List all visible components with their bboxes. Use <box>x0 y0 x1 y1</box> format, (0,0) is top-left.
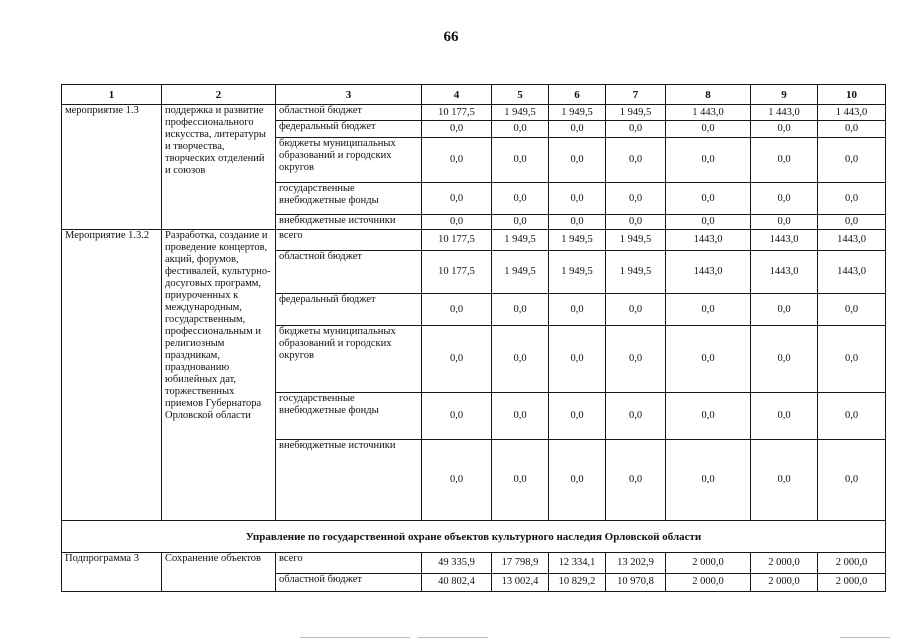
event-name: поддержка и развитие профессионального искусства, литературы и творчества, творческих отделений и союзов <box>162 105 276 230</box>
value-cell: 13 202,9 <box>606 553 666 573</box>
value-cell: 1443,0 <box>666 229 751 250</box>
table-row <box>62 553 886 573</box>
value-cell: 0,0 <box>492 214 549 229</box>
funding-source: областной бюджет <box>276 573 422 591</box>
scan-artifact <box>300 637 410 638</box>
value-cell: 0,0 <box>818 393 886 440</box>
value-cell: 1 443,0 <box>818 105 886 121</box>
subprogram-code: Подпрограмма 3 <box>62 553 162 592</box>
value-cell: 0,0 <box>549 214 606 229</box>
funding-source: внебюджетные источники <box>276 214 422 229</box>
value-cell: 1443,0 <box>666 251 751 294</box>
subprogram-name: Сохранение объектов <box>162 553 276 592</box>
value-cell: 0,0 <box>751 121 818 137</box>
value-cell: 1 949,5 <box>549 251 606 294</box>
value-cell: 0,0 <box>422 183 492 214</box>
value-cell: 2 000,0 <box>666 553 751 573</box>
value-cell: 0,0 <box>751 183 818 214</box>
value-cell: 0,0 <box>751 393 818 440</box>
value-cell: 1 949,5 <box>492 105 549 121</box>
funding-source: бюджеты муниципальных образований и городских округов <box>276 326 422 393</box>
value-cell: 0,0 <box>492 393 549 440</box>
value-cell: 0,0 <box>751 214 818 229</box>
value-cell: 0,0 <box>606 326 666 393</box>
value-cell: 17 798,9 <box>492 553 549 573</box>
value-cell: 0,0 <box>666 326 751 393</box>
value-cell: 0,0 <box>666 137 751 183</box>
value-cell: 0,0 <box>606 214 666 229</box>
value-cell: 0,0 <box>549 393 606 440</box>
funding-source: государственные внебюджетные фонды <box>276 183 422 214</box>
value-cell: 0,0 <box>606 293 666 325</box>
funding-source: бюджеты муниципальных образований и городских округов <box>276 137 422 183</box>
section-title: Управление по государственной охране объектов культурного наследия Орловской области <box>62 520 886 552</box>
value-cell: 1 949,5 <box>549 229 606 250</box>
value-cell: 0,0 <box>818 293 886 325</box>
value-cell: 0,0 <box>492 293 549 325</box>
value-cell: 1 443,0 <box>666 105 751 121</box>
budget-table <box>61 84 886 592</box>
value-cell: 2 000,0 <box>818 573 886 591</box>
value-cell: 0,0 <box>751 439 818 520</box>
value-cell: 40 802,4 <box>422 573 492 591</box>
value-cell: 0,0 <box>818 214 886 229</box>
value-cell: 10 177,5 <box>422 105 492 121</box>
value-cell: 1443,0 <box>751 229 818 250</box>
value-cell: 0,0 <box>606 183 666 214</box>
value-cell: 0,0 <box>492 121 549 137</box>
value-cell: 2 000,0 <box>666 573 751 591</box>
funding-source: федеральный бюджет <box>276 293 422 325</box>
value-cell: 0,0 <box>549 326 606 393</box>
value-cell: 10 970,8 <box>606 573 666 591</box>
value-cell: 0,0 <box>751 326 818 393</box>
funding-source: всего <box>276 229 422 250</box>
value-cell: 0,0 <box>818 121 886 137</box>
funding-source: федеральный бюджет <box>276 121 422 137</box>
column-header: 2 <box>162 85 276 105</box>
value-cell: 0,0 <box>606 137 666 183</box>
funding-source: областной бюджет <box>276 251 422 294</box>
value-cell: 1 949,5 <box>606 229 666 250</box>
column-header: 5 <box>492 85 549 105</box>
funding-source: всего <box>276 553 422 573</box>
value-cell: 12 334,1 <box>549 553 606 573</box>
value-cell: 13 002,4 <box>492 573 549 591</box>
column-header: 3 <box>276 85 422 105</box>
value-cell: 2 000,0 <box>751 553 818 573</box>
page-number: 66 <box>443 29 459 45</box>
value-cell: 0,0 <box>492 137 549 183</box>
value-cell: 2 000,0 <box>818 553 886 573</box>
value-cell: 1 949,5 <box>549 105 606 121</box>
column-header: 1 <box>62 85 162 105</box>
value-cell: 0,0 <box>422 326 492 393</box>
value-cell: 2 000,0 <box>751 573 818 591</box>
value-cell: 0,0 <box>666 214 751 229</box>
column-header: 4 <box>422 85 492 105</box>
table-row <box>62 229 886 250</box>
funding-source: внебюджетные источники <box>276 439 422 520</box>
value-cell: 0,0 <box>549 121 606 137</box>
funding-source: государственные внебюджетные фонды <box>276 393 422 440</box>
value-cell: 0,0 <box>606 393 666 440</box>
value-cell: 10 177,5 <box>422 229 492 250</box>
value-cell: 1 949,5 <box>492 251 549 294</box>
value-cell: 1 949,5 <box>492 229 549 250</box>
value-cell: 0,0 <box>422 393 492 440</box>
value-cell: 0,0 <box>666 293 751 325</box>
value-cell: 0,0 <box>818 326 886 393</box>
column-header: 10 <box>818 85 886 105</box>
event-code: мероприятие 1.3 <box>62 105 162 230</box>
header-row <box>62 85 886 105</box>
value-cell: 1443,0 <box>818 251 886 294</box>
column-header: 8 <box>666 85 751 105</box>
value-cell: 49 335,9 <box>422 553 492 573</box>
value-cell: 0,0 <box>492 183 549 214</box>
scan-artifact <box>418 637 488 638</box>
value-cell: 0,0 <box>751 293 818 325</box>
column-header: 6 <box>549 85 606 105</box>
value-cell: 0,0 <box>606 439 666 520</box>
value-cell: 0,0 <box>751 137 818 183</box>
value-cell: 0,0 <box>492 326 549 393</box>
value-cell: 0,0 <box>818 137 886 183</box>
section-row <box>62 520 886 552</box>
scan-artifact <box>840 637 890 638</box>
value-cell: 1 949,5 <box>606 251 666 294</box>
value-cell: 0,0 <box>549 293 606 325</box>
value-cell: 10 829,2 <box>549 573 606 591</box>
value-cell: 0,0 <box>422 293 492 325</box>
event-code: Мероприятие 1.3.2 <box>62 229 162 520</box>
value-cell: 1 443,0 <box>751 105 818 121</box>
column-header: 9 <box>751 85 818 105</box>
value-cell: 1443,0 <box>751 251 818 294</box>
value-cell: 0,0 <box>422 121 492 137</box>
value-cell: 0,0 <box>666 121 751 137</box>
value-cell: 0,0 <box>666 183 751 214</box>
value-cell: 1 949,5 <box>606 105 666 121</box>
value-cell: 0,0 <box>549 137 606 183</box>
value-cell: 0,0 <box>422 214 492 229</box>
value-cell: 0,0 <box>422 439 492 520</box>
value-cell: 0,0 <box>492 439 549 520</box>
value-cell: 0,0 <box>422 137 492 183</box>
column-header: 7 <box>606 85 666 105</box>
table-row <box>62 105 886 121</box>
value-cell: 0,0 <box>606 121 666 137</box>
funding-source: областной бюджет <box>276 105 422 121</box>
value-cell: 0,0 <box>549 183 606 214</box>
value-cell: 0,0 <box>666 393 751 440</box>
value-cell: 10 177,5 <box>422 251 492 294</box>
event-name: Разработка, создание и проведение концертов, акций, форумов, фестивалей, культурно-досуговых программ, приуроченных к международным, государственным, профессиональным и религиозным праздникам, празднованию юбилейных дат, торжественных приемов Губернатора Орловской области <box>162 229 276 520</box>
value-cell: 0,0 <box>818 183 886 214</box>
value-cell: 0,0 <box>549 439 606 520</box>
value-cell: 0,0 <box>818 439 886 520</box>
value-cell: 1443,0 <box>818 229 886 250</box>
value-cell: 0,0 <box>666 439 751 520</box>
